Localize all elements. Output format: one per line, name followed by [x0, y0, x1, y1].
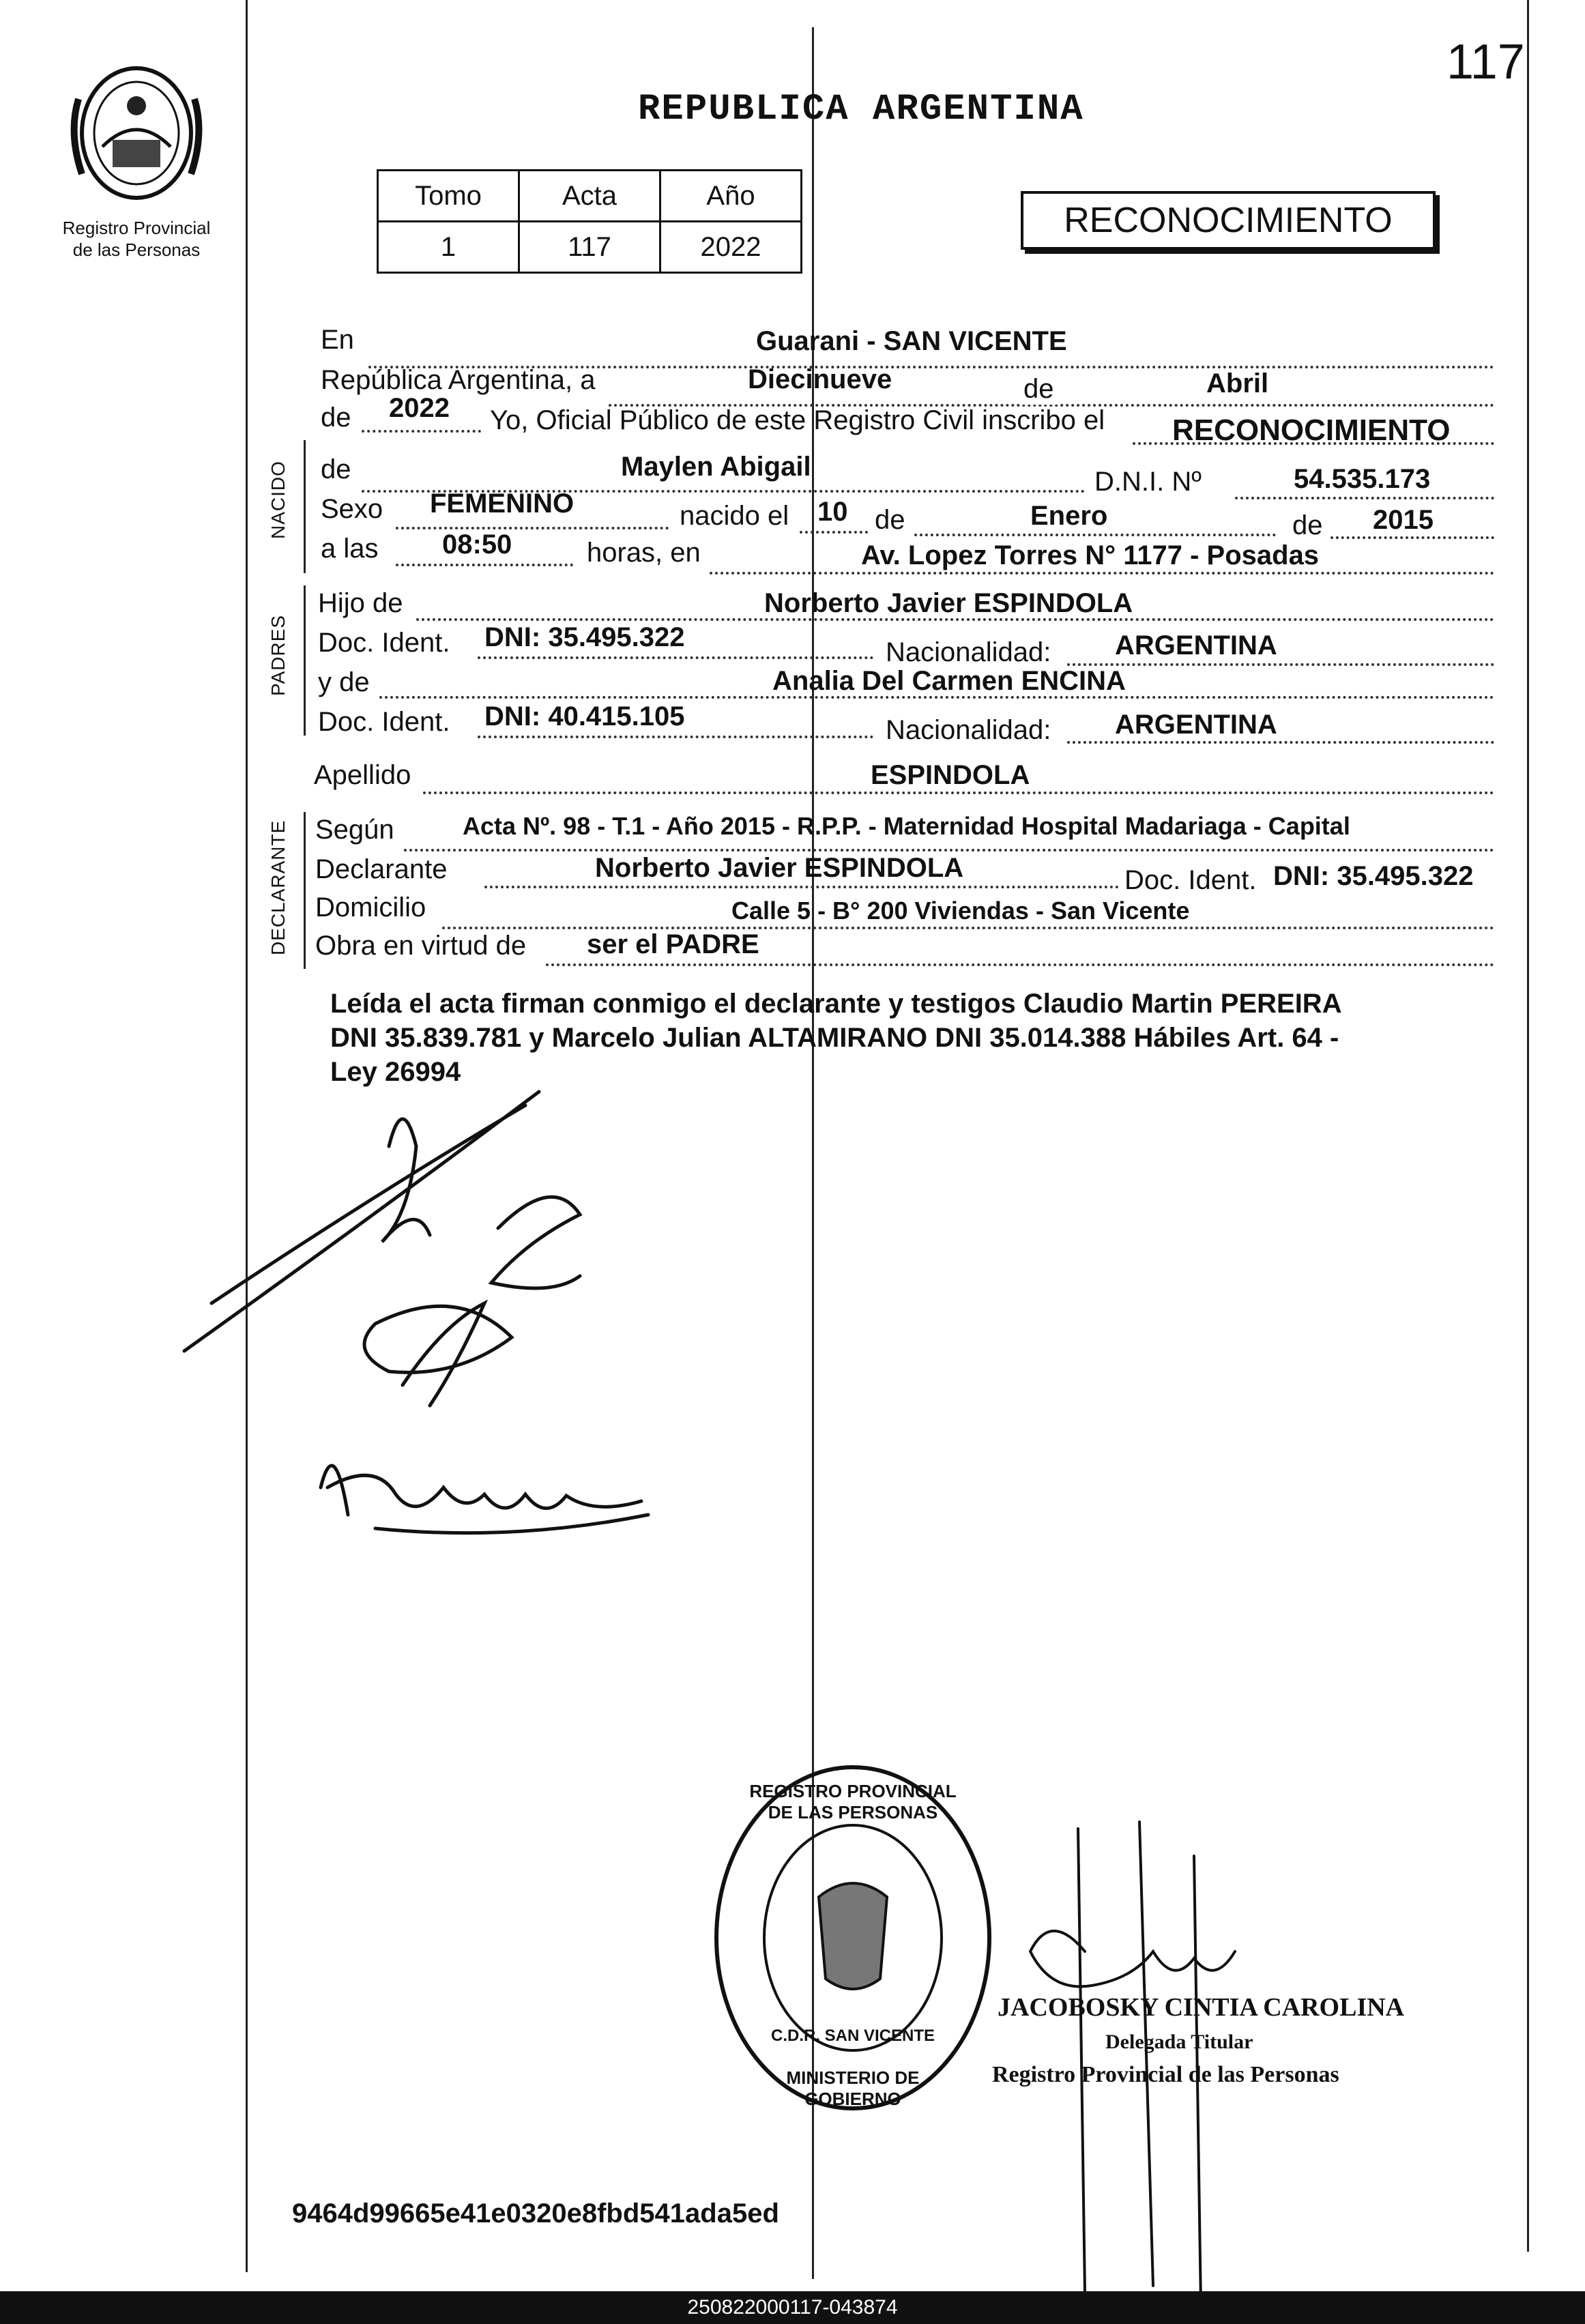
side-label-padres: PADRES: [267, 614, 289, 696]
official-office: Registro Provincial de las Personas: [992, 2062, 1339, 2087]
closing-line: DNI 35.839.781 y Marcelo Julian ALTAMIRANO DNI 35.014.388 Hábiles Art. 64 -: [330, 1023, 1339, 1053]
dotted-line: [484, 886, 1119, 888]
dotted-line: [404, 849, 1494, 852]
value-segun: Acta Nº. 98 - T.1 - Año 2015 - R.P.P. - Maternidad Hospital Madariaga - Capital: [463, 812, 1350, 840]
table-header: Acta: [519, 171, 660, 222]
signatures: [171, 1078, 716, 1583]
table-cell: 1: [378, 222, 519, 273]
label-dni: D.N.I. Nº: [1094, 467, 1202, 497]
dotted-line: [478, 656, 873, 659]
official-signature: [1010, 1815, 1296, 2306]
value-dni: 54.535.173: [1294, 464, 1431, 494]
registry-seal: [710, 1760, 996, 2115]
dotted-line: [710, 572, 1494, 575]
value-nombre: Maylen Abigail: [621, 452, 811, 482]
label-republica: República Argentina, a: [321, 365, 596, 395]
label-de-anio: de: [321, 403, 351, 433]
dotted-line: [478, 736, 873, 738]
label-apellido: Apellido: [314, 760, 411, 790]
label-de-mes: de: [1019, 374, 1058, 405]
value-declarante-doc: DNI: 35.495.322: [1273, 861, 1474, 891]
value-anio: 2022: [389, 393, 450, 423]
official-name: JACOBOSKY CINTIA CAROLINA: [998, 1993, 1405, 2022]
side-label-nacido: NACIDO: [267, 461, 289, 539]
value-acto: RECONOCIMIENTO: [1172, 413, 1451, 447]
closing-paragraph: [330, 987, 1342, 1089]
value-dia: Diecinueve: [748, 364, 892, 394]
dotted-line: [396, 527, 669, 529]
label-padre-doc: Doc. Ident.: [318, 628, 450, 658]
label-de-nac-mes: de: [875, 505, 905, 535]
label-madre-nacionalidad: Nacionalidad:: [886, 715, 1051, 745]
value-sexo: FEMENINO: [430, 489, 575, 519]
label-a-las: a las: [321, 534, 379, 564]
label-horas-en: horas, en: [587, 538, 701, 568]
label-en: En: [321, 325, 354, 355]
label-y-de: y de: [318, 667, 370, 697]
dotted-line: [1235, 497, 1494, 499]
dotted-line: [423, 791, 1494, 794]
page-number: 117: [1446, 35, 1525, 89]
dotted-line: [1067, 663, 1494, 666]
label-de-nombre: de: [321, 454, 351, 484]
label-segun: Según: [315, 815, 394, 845]
label-sexo: Sexo: [321, 494, 383, 524]
value-lugar: Guarani - SAN VICENTE: [756, 326, 1067, 356]
record-table: [377, 169, 802, 274]
value-mes: Abril: [1206, 368, 1269, 398]
value-madre: Analia Del Carmen ENCINA: [772, 666, 1126, 696]
registry-name: Registro Provincial de las Personas: [62, 218, 211, 260]
label-domicilio: Domicilio: [315, 892, 426, 923]
table-cell: 2022: [660, 222, 802, 273]
dotted-line: [1067, 741, 1494, 744]
dotted-line: [362, 430, 481, 433]
label-madre-doc: Doc. Ident.: [318, 707, 450, 737]
value-obra: ser el PADRE: [587, 929, 759, 959]
value-apellido: ESPINDOLA: [871, 760, 1030, 790]
table-cell: 117: [519, 222, 660, 273]
document-hash: 9464d99665e41e0320e8fbd541ada5ed: [292, 2198, 779, 2228]
dotted-line: [914, 534, 1276, 536]
value-madre-doc: DNI: 40.415.105: [484, 701, 685, 731]
dotted-line: [546, 963, 1494, 966]
value-hora: 08:50: [442, 529, 512, 560]
label-declarante: Declarante: [315, 854, 448, 884]
label-obra: Obra en virtud de: [315, 931, 527, 961]
closing-line: Leída el acta firman conmigo el declarante y testigos Claudio Martin PEREIRA: [330, 989, 1342, 1019]
value-nac-anio: 2015: [1373, 505, 1434, 535]
dotted-line: [396, 564, 573, 566]
value-padre: Norberto Javier ESPINDOLA: [764, 588, 1133, 618]
province-logo: [65, 58, 208, 208]
value-nac-dia: 10: [817, 497, 848, 527]
seal-bottom-text: MINISTERIO DE GOBIERNO: [786, 2067, 920, 2109]
official-role: Delegada Titular: [1105, 2031, 1253, 2053]
footer-bar: [0, 2291, 1585, 2324]
side-label-declarante: DECLARANTE: [267, 819, 289, 955]
value-declarante: Norberto Javier ESPINDOLA: [595, 853, 964, 883]
label-nacido-el: nacido el: [680, 501, 789, 531]
label-de-nac-anio: de: [1292, 510, 1323, 540]
document-title: REPUBLICA ARGENTINA: [638, 89, 1084, 130]
footer-barcode-text: 250822000117-043874: [687, 2296, 898, 2319]
value-padre-doc: DNI: 35.495.322: [484, 622, 685, 652]
value-lugar-nac: Av. Lopez Torres N° 1177 - Posadas: [861, 540, 1320, 570]
label-padre-nacionalidad: Nacionalidad:: [886, 637, 1051, 667]
label-declarante-doc: Doc. Ident.: [1124, 865, 1257, 895]
table-header: Año: [660, 171, 802, 222]
value-padre-nac: ARGENTINA: [1115, 630, 1277, 660]
value-domicilio: Calle 5 - B° 200 Viviendas - San Vicente: [731, 897, 1190, 925]
padres-bracket: [304, 585, 306, 736]
seal-ring-text: REGISTRO PROVINCIAL DE LAS PERSONAS: [749, 1781, 957, 1822]
closing-line: Ley 26994: [330, 1057, 461, 1087]
declarante-bracket: [304, 812, 306, 969]
dotted-line: [800, 531, 868, 534]
value-madre-nac: ARGENTINA: [1115, 710, 1277, 740]
label-hijo-de: Hijo de: [318, 588, 403, 618]
label-yo: Yo, Oficial Público de este Registro Civil inscribo el: [490, 405, 1105, 435]
dotted-line: [1330, 536, 1494, 539]
act-type-box: RECONOCIMIENTO: [1021, 191, 1436, 250]
table-header: Tomo: [378, 171, 519, 222]
value-nac-mes: Enero: [1030, 501, 1108, 531]
right-margin-line: [1527, 0, 1529, 2252]
nacido-bracket: [304, 440, 306, 573]
seal-center-text: C.D.R. SAN VICENTE: [770, 2027, 935, 2045]
